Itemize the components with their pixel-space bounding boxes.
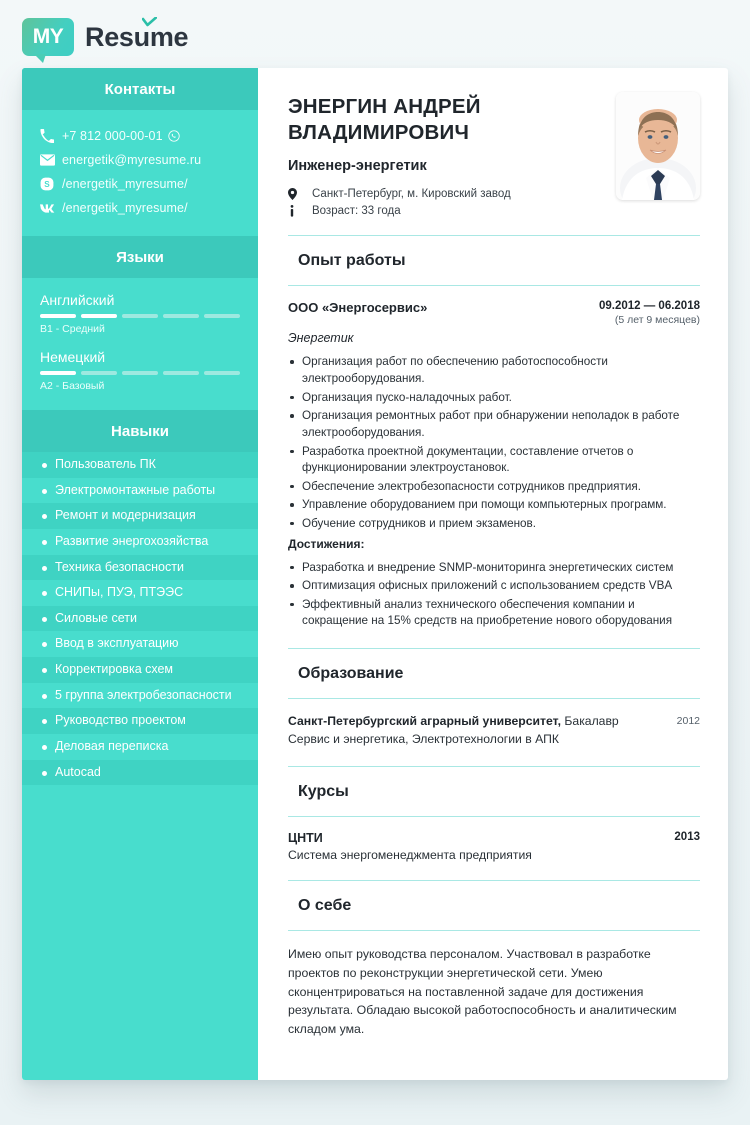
skill-label: Пользователь ПК — [55, 457, 156, 471]
bullet-icon — [42, 463, 47, 468]
level-bar — [204, 371, 240, 375]
section-about — [288, 880, 700, 1038]
language-level-bars — [40, 371, 240, 375]
skill-label: Силовые сети — [55, 610, 137, 625]
bullet-icon — [42, 719, 47, 724]
main-content — [258, 68, 728, 1080]
divider — [288, 930, 700, 931]
skill-item — [22, 760, 258, 786]
duty-item: Обучение сотрудников и прием экзаменов. — [288, 516, 700, 533]
level-bar — [204, 314, 240, 318]
achievement-item: Разработка и внедрение SNMP-мониторинга энергетических систем — [288, 560, 700, 577]
course-text — [288, 831, 532, 862]
experience-dates — [599, 300, 700, 326]
language-item-english — [40, 292, 240, 335]
language-item-german — [40, 349, 240, 392]
skill-label: СНИПы, ПУЭ, ПТЭЭС — [55, 585, 184, 600]
contact-skype[interactable] — [22, 172, 258, 196]
contact-skype-value: /energetik_myresume/ — [62, 177, 188, 191]
logo-badge-text: MY — [32, 25, 64, 48]
bullet-icon — [42, 617, 47, 622]
duty-item: Разработка проектной документации, составление отчетов о функционировании электроустановок. — [288, 444, 700, 477]
duty-item: Организация пуско-наладочных работ. — [288, 390, 700, 407]
course-name: ЦНТИ — [288, 831, 323, 846]
skill-label: Деловая переписка — [55, 738, 169, 753]
date-range: 09.2012 — 06.2018 — [598, 300, 700, 313]
phone-icon — [40, 129, 62, 143]
logo-wordmark-text: Resume — [85, 21, 189, 52]
language-level-label: B1 - Средний — [40, 323, 105, 335]
level-bar — [81, 314, 117, 318]
svg-text:S: S — [44, 180, 50, 190]
duty-item: Организация ремонтных работ при обнаружении неполадок в работе электрооборудования. — [288, 408, 700, 441]
sidebar-header-contacts: Контакты — [22, 68, 258, 110]
language-level-bars — [40, 314, 240, 318]
skill-label: Развитие энергохозяйства — [55, 533, 209, 548]
section-title-courses: Курсы — [298, 783, 349, 801]
page-title: ЭНЕРГИН АНДРЕЙ ВЛАДИМИРОВИЧ — [288, 95, 481, 145]
company-name: ООО «Энергосервис» — [288, 300, 428, 316]
languages-list — [22, 278, 258, 410]
check-icon — [142, 17, 157, 27]
vk-icon — [40, 203, 62, 214]
section-experience — [288, 235, 700, 630]
section-title-experience: Опыт работы — [298, 252, 406, 270]
course-year: 2013 — [674, 831, 700, 844]
info-icon — [288, 205, 312, 217]
contact-list — [22, 110, 258, 236]
language-name: Немецкий — [40, 349, 106, 365]
age-row — [288, 205, 700, 217]
level-bar — [81, 371, 117, 375]
bullet-icon — [42, 591, 47, 596]
achievement-item: Оптимизация офисных приложений с использованием средств VBA — [288, 578, 700, 595]
skill-item — [22, 580, 258, 606]
bullet-icon — [42, 745, 47, 750]
logo-wordmark — [85, 22, 188, 53]
skill-item — [22, 657, 258, 683]
skill-item — [22, 555, 258, 581]
education-entry — [288, 713, 700, 748]
skill-label: Ввод в эксплуатацию — [55, 636, 179, 651]
age-text: Возраст: 33 года — [312, 205, 401, 218]
bullet-icon — [42, 540, 47, 545]
level-bar — [40, 371, 76, 375]
skill-item — [22, 734, 258, 760]
job-role: Энергетик — [288, 331, 354, 346]
achievement-item: Эффективный анализ технического обеспечения компании и сокращение на 15% средств на приобретение нового оборудования — [288, 597, 700, 630]
course-entry — [288, 831, 700, 862]
bullet-icon — [42, 771, 47, 776]
level-bar — [163, 371, 199, 375]
contact-email-value: energetik@myresume.ru — [62, 153, 202, 167]
contact-vk-value: /energetik_myresume/ — [62, 201, 188, 215]
skill-item — [22, 631, 258, 657]
section-title-education: Образование — [298, 665, 404, 682]
skill-label: Техника безопасности — [55, 559, 184, 574]
divider — [288, 816, 700, 817]
experience-entry-header — [288, 300, 700, 326]
divider — [288, 698, 700, 699]
skill-item — [22, 503, 258, 529]
achievements-label: Достижения: — [288, 536, 365, 551]
bullet-icon — [42, 668, 47, 673]
skill-item — [22, 683, 258, 709]
whatsapp-icon — [168, 130, 180, 142]
duration: (5 лет 9 месяцев) — [614, 314, 700, 327]
contact-email[interactable] — [22, 148, 258, 172]
contact-phone[interactable] — [22, 124, 258, 148]
sidebar-header-languages: Языки — [22, 236, 258, 278]
language-level-label: A2 - Базовый — [40, 380, 105, 392]
duty-item: Обеспечение электробезопасности сотрудников предприятия. — [288, 479, 700, 496]
duty-item: Управление оборудованием при помощи компьютерных программ. — [288, 497, 700, 514]
brand-logo[interactable] — [22, 18, 188, 56]
contact-phone-value: +7 812 000-00-01 — [62, 129, 163, 143]
skype-icon — [40, 177, 62, 191]
achievements-list — [288, 560, 700, 630]
divider — [288, 285, 700, 286]
skill-item — [22, 708, 258, 734]
contact-phone-text — [62, 129, 180, 143]
bullet-icon — [42, 489, 47, 494]
skill-label: Руководство проектом — [55, 713, 186, 728]
section-education — [288, 648, 700, 748]
language-name: Английский — [40, 292, 115, 308]
skill-item — [22, 478, 258, 504]
resume-card — [22, 68, 728, 1080]
avatar — [616, 92, 700, 200]
skill-item — [22, 452, 258, 478]
duty-item: Организация работ по обеспечению работоспособности электрооборудования. — [288, 354, 700, 387]
about-text: Имею опыт руководства персоналом. Участвовал в разработке проектов по реконструкции энергетической сети. Умею сконцентрироваться на поставленной задаче для достижения результата. Обладаю высокой работоспособность и аналитическим складом ума. — [288, 947, 677, 1037]
level-bar — [122, 314, 158, 318]
degree-label: Бакалавр — [561, 714, 619, 728]
bullet-icon — [42, 694, 47, 699]
program-name: Сервис и энергетика, Электротехнологии в АПК — [288, 731, 559, 746]
sidebar — [22, 68, 258, 1080]
section-courses — [288, 766, 700, 862]
bullet-icon — [42, 642, 47, 647]
sidebar-header-skills: Навыки — [22, 410, 258, 452]
skills-list — [22, 452, 258, 791]
skill-label: Autocad — [55, 764, 101, 779]
skill-label: Ремонт и модернизация — [55, 508, 196, 523]
level-bar — [122, 371, 158, 375]
level-bar — [40, 314, 76, 318]
education-text — [288, 713, 619, 748]
duties-list — [288, 354, 700, 532]
location-pin-icon — [288, 188, 312, 200]
location-text: Санкт-Петербург, м. Кировский завод — [312, 188, 511, 201]
job-title: Инженер-энергетик — [288, 158, 427, 175]
level-bar — [163, 314, 199, 318]
institution-name: Санкт-Петербургский аграрный университет, — [288, 714, 562, 728]
section-title-about: О себе — [298, 897, 352, 915]
logo-badge — [22, 18, 74, 56]
envelope-icon — [40, 154, 62, 166]
skill-label: Электромонтажные работы — [55, 482, 216, 497]
bullet-icon — [42, 566, 47, 571]
bullet-icon — [42, 514, 47, 519]
education-year: 2012 — [676, 715, 700, 727]
skill-label: 5 группа электробезопасности — [55, 687, 232, 702]
course-description: Система энергоменеджмента предприятия — [288, 848, 532, 863]
skill-item — [22, 529, 258, 555]
contact-vk[interactable] — [22, 196, 258, 220]
skill-item — [22, 606, 258, 632]
skill-label: Корректировка схем — [55, 662, 174, 676]
